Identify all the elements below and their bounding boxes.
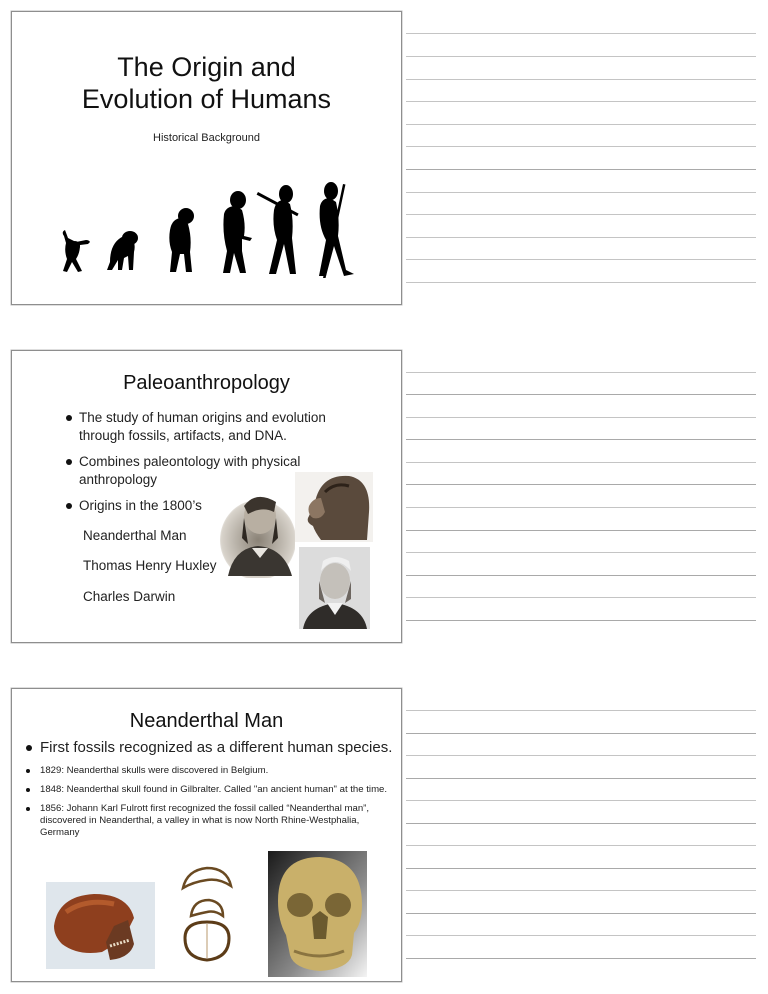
note-line xyxy=(406,845,756,846)
bullet-item: The study of human origins and evolution through fossils, artifacts, and DNA. xyxy=(66,409,356,445)
note-line xyxy=(406,913,756,914)
darwin-portrait-image xyxy=(299,547,370,629)
bullet-icon xyxy=(26,807,30,811)
bullet-item: 1829: Neanderthal skulls were discovered in Belgium. xyxy=(26,765,396,777)
bullet-icon xyxy=(66,503,72,509)
note-line xyxy=(406,214,756,215)
note-line xyxy=(406,56,756,57)
slide-3-title: Neanderthal Man xyxy=(129,710,284,732)
note-line xyxy=(406,958,756,959)
skull-fossil-image xyxy=(46,882,155,969)
note-line xyxy=(406,169,756,170)
note-line xyxy=(406,507,756,508)
note-line xyxy=(406,33,756,34)
note-line xyxy=(406,620,756,621)
notes-area-slide-3 xyxy=(406,680,756,985)
bullet-item: 1848: Neanderthal skull found in Gilbralter. Called "an ancient human" at the time. xyxy=(26,784,396,796)
evolution-silhouettes-image xyxy=(58,170,358,278)
neanderthal-skull-image xyxy=(268,851,367,977)
note-line xyxy=(406,800,756,801)
note-line xyxy=(406,394,756,395)
note-line xyxy=(406,462,756,463)
slide-1-title: The Origin and Evolution of Humans xyxy=(81,52,332,114)
bullet-icon xyxy=(26,745,32,751)
note-line xyxy=(406,823,756,824)
bullet-item: Origins in the 1800’s xyxy=(66,497,356,515)
note-line xyxy=(406,733,756,734)
slide-3 xyxy=(11,688,402,982)
note-line xyxy=(406,372,756,373)
bullet-item: Combines paleontology with physical anthropology xyxy=(66,453,309,489)
note-line xyxy=(406,237,756,238)
note-line xyxy=(406,868,756,869)
bullet-item: 1856: Johann Karl Fulrott first recognized the fossil called “Neanderthal man”, discovered in Neanderthal, a valley in what is now North Rhine-Westphalia, Germany xyxy=(26,803,396,839)
subitem-neanderthal-man: Neanderthal Man xyxy=(83,528,187,543)
bullet-icon xyxy=(26,769,30,773)
note-line xyxy=(406,101,756,102)
note-line xyxy=(406,282,756,283)
note-line xyxy=(406,192,756,193)
note-line xyxy=(406,890,756,891)
note-line xyxy=(406,755,756,756)
slide-1-subtitle: Historical Background xyxy=(153,132,260,144)
note-line xyxy=(406,935,756,936)
bullet-icon xyxy=(66,459,72,465)
bullet-icon xyxy=(26,788,30,792)
note-line xyxy=(406,439,756,440)
slide-1 xyxy=(11,11,402,305)
note-line xyxy=(406,146,756,147)
note-line xyxy=(406,259,756,260)
slide-3-bullet-list xyxy=(26,765,396,846)
huxley-portrait-image xyxy=(218,488,295,578)
note-line xyxy=(406,530,756,531)
bullet-icon xyxy=(66,415,72,421)
skull-fragments-image xyxy=(179,866,235,962)
note-line xyxy=(406,417,756,418)
subitem-huxley: Thomas Henry Huxley xyxy=(83,558,217,573)
note-line xyxy=(406,575,756,576)
note-line xyxy=(406,778,756,779)
lead-bullet: First fossils recognized as a different human species. xyxy=(24,739,420,756)
note-line xyxy=(406,552,756,553)
note-line xyxy=(406,124,756,125)
note-line xyxy=(406,597,756,598)
neanderthal-head-image xyxy=(295,472,373,542)
slide-2 xyxy=(11,350,402,643)
note-line xyxy=(406,710,756,711)
note-line xyxy=(406,79,756,80)
note-line xyxy=(406,484,756,485)
notes-area-slide-2 xyxy=(406,340,756,645)
slide-2-title: Paleoanthropology xyxy=(123,372,290,394)
notes-area-slide-1 xyxy=(406,0,756,305)
subitem-darwin: Charles Darwin xyxy=(83,589,176,604)
